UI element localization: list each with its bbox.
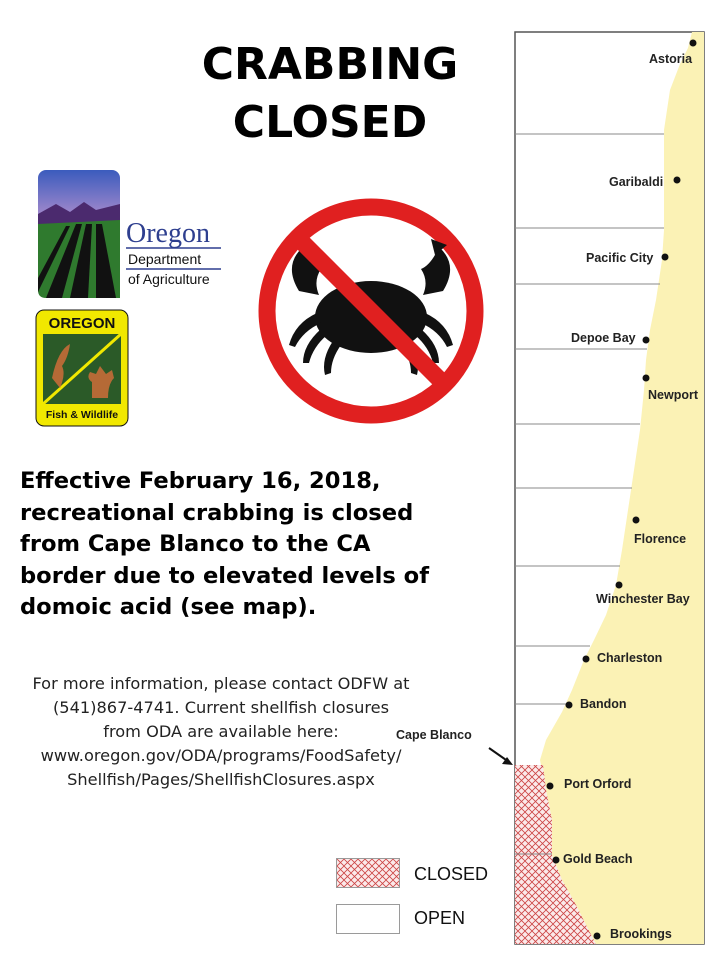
oda-logo-line-3: of Agriculture	[128, 271, 210, 287]
oda-logo-title: Oregon	[126, 218, 210, 249]
page-title-line-1: CRABBING	[201, 39, 459, 90]
place-label: Brookings	[610, 927, 672, 941]
legend-open-swatch	[336, 904, 400, 934]
place-label: Port Orford	[564, 777, 632, 791]
legend-closed-swatch	[336, 858, 400, 888]
info-line: (541)867-4741. Current shellfish closures	[52, 698, 390, 717]
notice-line: Effective February 16, 2018,	[20, 468, 381, 494]
page-title-line-2: CLOSED	[232, 97, 428, 148]
place-label: Winchester Bay	[596, 592, 690, 606]
notice-line: from Cape Blanco to the CA	[20, 531, 371, 557]
place-label: Pacific City	[586, 251, 654, 265]
notice-line: domoic acid (see map).	[20, 594, 317, 620]
place-label: Garibaldi	[609, 175, 664, 189]
place-label: Newport	[648, 388, 698, 402]
place-label: Bandon	[580, 697, 627, 711]
info-line: For more information, please contact ODFW at	[32, 674, 410, 693]
odfw-logo-bottom: Fish & Wildlife	[45, 409, 119, 421]
place-label: Gold Beach	[563, 852, 633, 866]
info-url-line[interactable]: Shellfish/Pages/ShellfishClosures.aspx	[67, 770, 375, 789]
legend-open-label: OPEN	[414, 908, 466, 928]
legend-closed-label: CLOSED	[414, 864, 489, 884]
cape-blanco-arrow-icon	[489, 748, 513, 765]
notice-line: recreational crabbing is closed	[20, 499, 414, 526]
place-label: Depoe Bay	[571, 331, 636, 345]
info-line: from ODA are available here:	[103, 722, 339, 741]
oda-logo-line-2: Department	[128, 251, 202, 267]
cape-blanco-label: Cape Blanco	[396, 728, 472, 742]
place-label: Charleston	[597, 651, 663, 665]
odfw-logo-top: OREGON	[48, 315, 116, 332]
notice-line: border due to elevated levels of	[20, 562, 430, 589]
info-url-line[interactable]: www.oregon.gov/ODA/programs/FoodSafety/	[40, 746, 402, 765]
place-label: Florence	[634, 532, 687, 546]
place-label: Astoria	[649, 52, 693, 66]
